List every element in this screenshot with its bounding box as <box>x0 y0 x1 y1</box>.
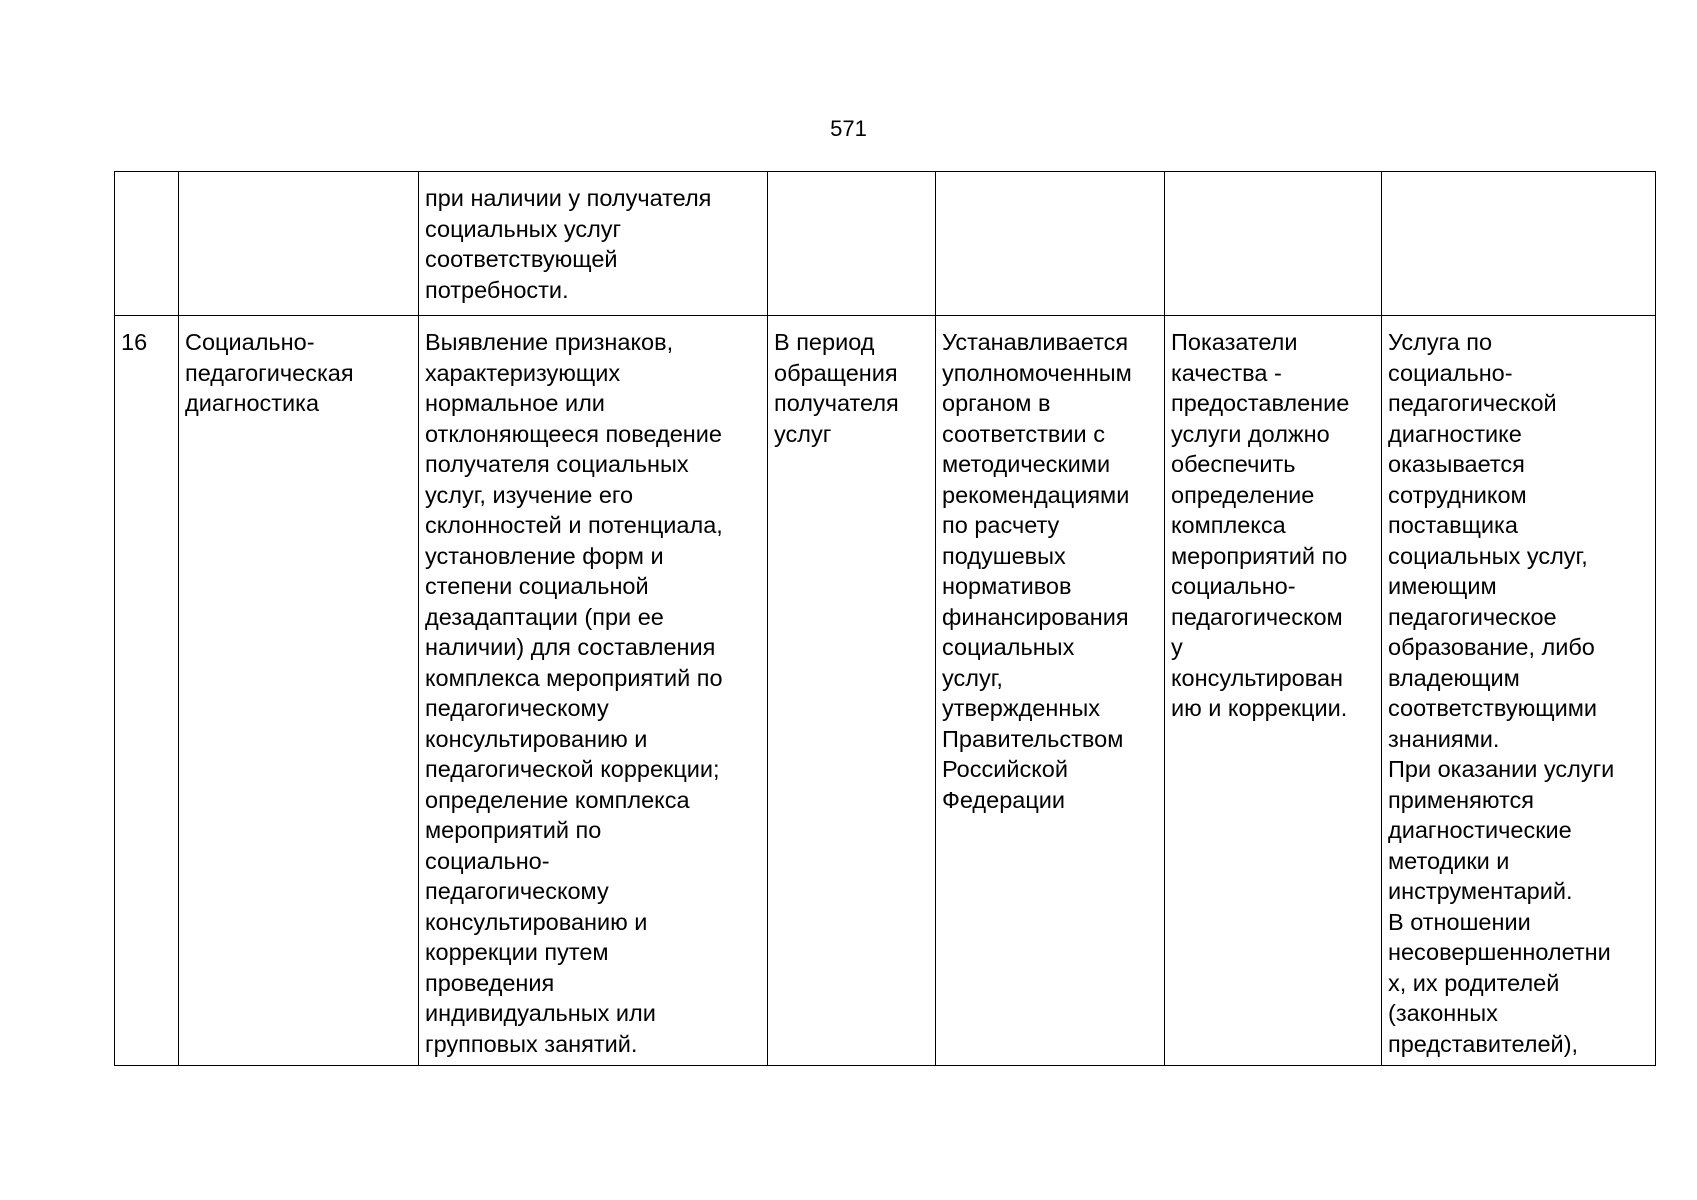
page-number: 571 <box>830 116 867 141</box>
cell-description: Выявление признаков, характеризующих нормальное или отклоняющееся поведение получателя социальных услуг, изучение его склонностей и потенциала, установление форм и степени социальной дезадаптации (при ее наличии) для составления комплекса мероприятий по педагогическому консультированию и педагогической коррекции; определение комплекса мероприятий по социально- педагогическому консультированию и коррекции путем проведения индивидуальных или групповых занятий. <box>419 316 768 1066</box>
cell-quality: Показатели качества - предоставление услуги должно обеспечить определение комплекса мероприятий по социально- педагогическом у консультирован ию и коррекции. <box>1165 316 1382 1066</box>
services-table <box>114 171 1656 1066</box>
cell-service-name <box>179 172 419 316</box>
table-row-16 <box>115 316 1656 1066</box>
cell-period: В период обращения получателя услуг <box>768 316 936 1066</box>
cell-period <box>768 172 936 316</box>
cell-cost <box>936 172 1165 316</box>
cell-cost: Устанавливается уполномоченным органом в соответствии с методическими рекомендациями по расчету подушевых нормативов финансирования социальных услуг, утвержденных Правительством Российской Федерации <box>936 316 1165 1066</box>
cell-quality <box>1165 172 1382 316</box>
cell-number: 16 <box>115 316 179 1066</box>
cell-conditions <box>1382 172 1656 316</box>
cell-service-name: Социально- педагогическая диагностика <box>179 316 419 1066</box>
cell-number <box>115 172 179 316</box>
cell-description: при наличии у получателя социальных услуг соответствующей потребности. <box>419 172 768 316</box>
table-row-continuation <box>115 172 1656 316</box>
cell-conditions: Услуга по социально- педагогической диагностике оказывается сотрудником поставщика социальных услуг, имеющим педагогическое образование, либо владеющим соответствующими знаниями. При оказании услуги применяются диагностические методики и инструментарий. В отношении несовершеннолетни х, их родителей (законных представителей), <box>1382 316 1656 1066</box>
